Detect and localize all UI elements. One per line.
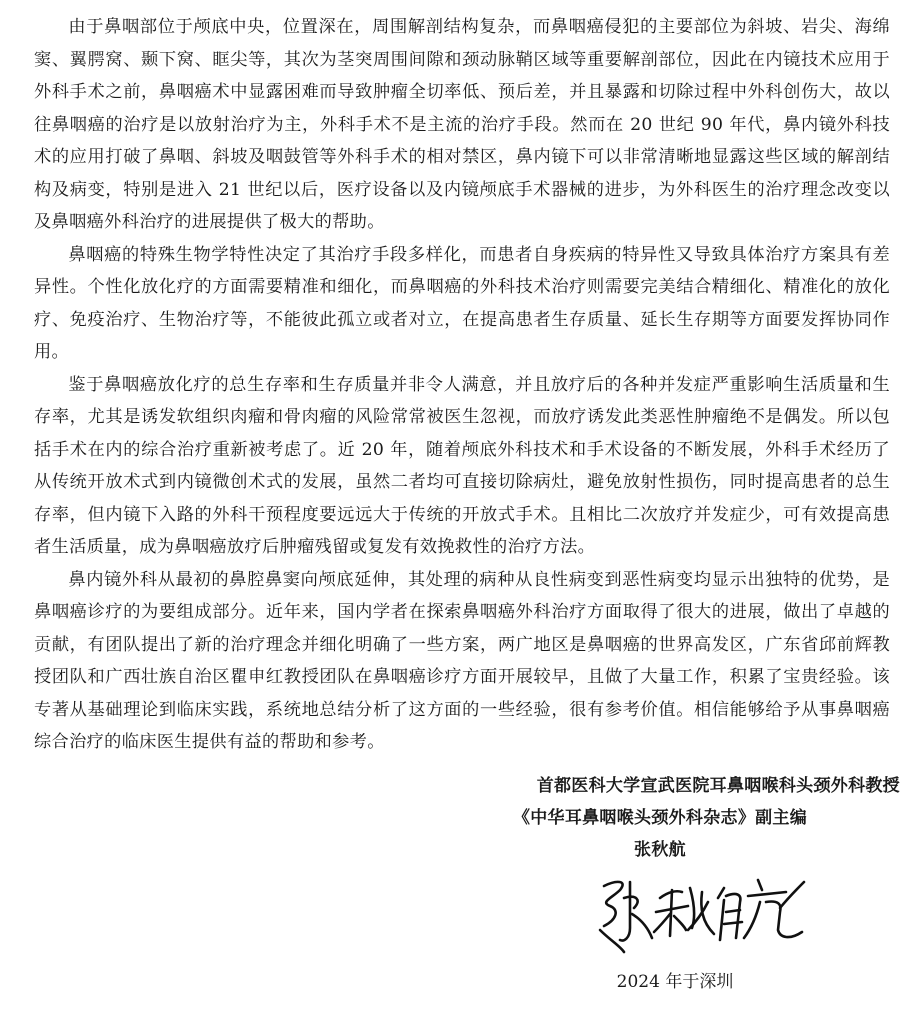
paragraph-3: 鉴于鼻咽癌放化疗的总生存率和生存质量并非令人满意，并且放疗后的各种并发症严重影响生活质量和生存率，尤其是诱发软组织肉瘤和骨肉瘤的风险常常被医生忽视，而放疗诱发此类恶性肿瘤绝不是偶发。所以包括手术在内的综合治疗重新被考虑了。近 20 年，随着颅底外科技术和手术设备的不断发展，外科手术经历了从传统开放术式到内镜微创术式的发展，虽然二者均可直接切除病灶，避免放射性损伤，同时提高患者的总生存率，但内镜下入路的外科干预程度要远远大于传统的开放式手术。且相比二次放疗并发症少，可有效提高患者生活质量，成为鼻咽癌放疗后肿瘤残留或复发有效挽救性的治疗方法。 — [34, 374, 890, 557]
author-name: 张秋航 — [634, 840, 686, 860]
author-journal-role: 《中华耳鼻咽喉头颈外科杂志》副主编 — [512, 808, 808, 828]
signoff-date: 2024 年于深圳 — [616, 972, 734, 992]
paragraph-1: 由于鼻咽部位于颅底中央，位置深在，周围解剖结构复杂，而鼻咽癌侵犯的主要部位为斜坡、岩尖、海绵窦、翼腭窝、颞下窝、眶尖等，其次为茎突周围间隙和颈动脉鞘区域等重要解剖部位，因此在内镜技术应用于外科手术之前，鼻咽癌术中显露困难而导致肿瘤全切率低、预后差，并且暴露和切除过程中外科创伤大，故以往鼻咽癌的治疗是以放射治疗为主，外科手术不是主流的治疗手段。然而在 20 世纪 90 年代，鼻内镜外科技术的应用打破了鼻咽、斜坡及咽鼓管等外科手术的相对禁区，鼻内镜下可以非常清晰地显露这些区域的解剖结构及病变，特别是进入 21 世纪以后，医疗设备以及内镜颅底手术器械的进步，为外科医生的治疗理念改变以及鼻咽癌外科治疗的进展提供了极大的帮助。 — [34, 17, 890, 232]
preface-body — [34, 11, 890, 759]
signoff-block — [420, 770, 900, 866]
author-affiliation: 首都医科大学宣武医院耳鼻咽喉科头颈外科教授 — [536, 776, 900, 796]
handwritten-signature — [590, 868, 815, 958]
paragraph-2: 鼻咽癌的特殊生物学特性决定了其治疗手段多样化，而患者自身疾病的特异性又导致具体治疗方案具有差异性。个性化放化疗的方面需要精准和细化，而鼻咽癌的外科技术治疗则需要完美结合精细化、精准化的放化疗、免疫治疗、生物治疗等，不能彼此孤立或者对立，在提高患者生存质量、延长生存期等方面要发挥协同作用。 — [34, 244, 890, 362]
paragraph-4: 鼻内镜外科从最初的鼻腔鼻窦向颅底延伸，其处理的病种从良性病变到恶性病变均显示出独特的优势，是鼻咽癌诊疗的为要组成部分。近年来，国内学者在探索鼻咽癌外科治疗方面取得了很大的进展，做出了卓越的贡献，有团队提出了新的治疗理念并细化明确了一些方案，两广地区是鼻咽癌的世界高发区，广东省邱前辉教授团队和广西壮族自治区瞿申红教授团队在鼻咽癌诊疗方面开展较早，且做了大量工作，积累了宝贵经验。该专著从基础理论到临床实践，系统地总结分析了这方面的一些经验，很有参考价值。相信能够给予从事鼻咽癌综合治疗的临床医生提供有益的帮助和参考。 — [34, 569, 890, 752]
